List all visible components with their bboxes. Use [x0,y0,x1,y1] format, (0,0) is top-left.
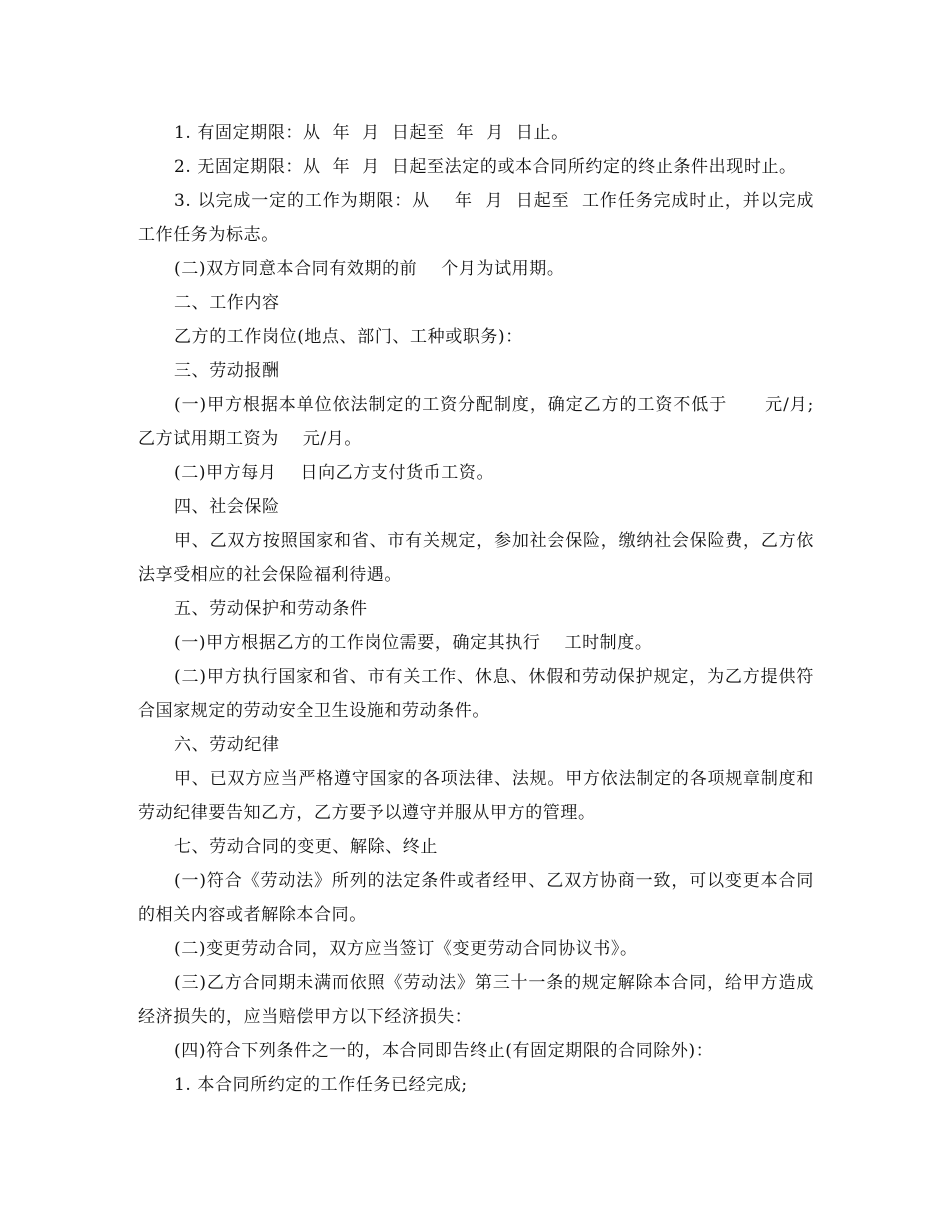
payday-clause: (二)甲方每月 日向乙方支付货币工资。 [174,463,495,483]
safety-conditions-clause: (二)甲方执行国家和省、市有关工作、休息、休假和劳动保护规定，为乙方提供符合国家规定的劳动安全卫生设施和劳动条件。 [138,667,814,721]
probation-clause: (二)双方同意本合同有效期的前 个月为试用期。 [174,259,565,279]
section-heading-contract-changes: 七、劳动合同的变更、解除、终止 [174,837,438,857]
working-hours-clause: (一)甲方根据乙方的工作岗位需要，确定其执行 工时制度。 [174,633,653,653]
early-termination-clause: (三)乙方合同期未满而依照《劳动法》第三十一条的规定解除本合同，给甲方造成经济损失的，应当赔偿甲方以下经济损失： [138,973,814,1027]
section-heading-labor-protection: 五、劳动保护和劳动条件 [174,599,368,619]
section-heading-social-insurance: 四、社会保险 [174,497,280,517]
section-heading-work-content: 二、工作内容 [174,293,280,313]
section-heading-remuneration: 三、劳动报酬 [174,361,280,381]
modification-clause: (一)符合《劳动法》所列的法定条件或者经甲、乙双方协商一致，可以变更本合同的相关内容或者解除本合同。 [138,871,814,925]
term-fixed-period: 1. 有固定期限：从 年 月 日起至 年 月 日止。 [174,123,569,143]
termination-conditions-clause: (四)符合下列条件之一的，本合同即告终止(有固定期限的合同除外)： [174,1041,714,1061]
section-heading-discipline: 六、劳动纪律 [174,735,280,755]
discipline-clause: 甲、已双方应当严格遵守国家的各项法律、法规。甲方依法制定的各项规章制度和劳动纪律要告知乙方，乙方要予以遵守并服从甲方的管理。 [138,769,814,823]
salary-clause: (一)甲方根据本单位依法制定的工资分配制度，确定乙方的工资不低于 元/月;乙方试用期工资为 元/月。 [138,395,814,449]
term-open-ended: 2. 无固定期限：从 年 月 日起至法定的或本合同所约定的终止条件出现时止。 [174,157,797,177]
work-position-clause: 乙方的工作岗位(地点、部门、工种或职务)： [174,327,523,347]
change-agreement-clause: (二)变更劳动合同，双方应当签订《变更劳动合同协议书》。 [174,939,638,959]
term-task-based: 3. 以完成一定的工作为期限：从 年 月 日起至 工作任务完成时止，并以完成 工作任务为标志。 [138,191,827,245]
social-insurance-clause: 甲、乙双方按照国家和省、市有关规定，参加社会保险，缴纳社会保险费，乙方依法享受相应的社会保险福利待遇。 [138,531,814,585]
contract-body [138,116,827,1102]
termination-condition-1: 1. 本合同所约定的工作任务已经完成; [174,1075,468,1095]
